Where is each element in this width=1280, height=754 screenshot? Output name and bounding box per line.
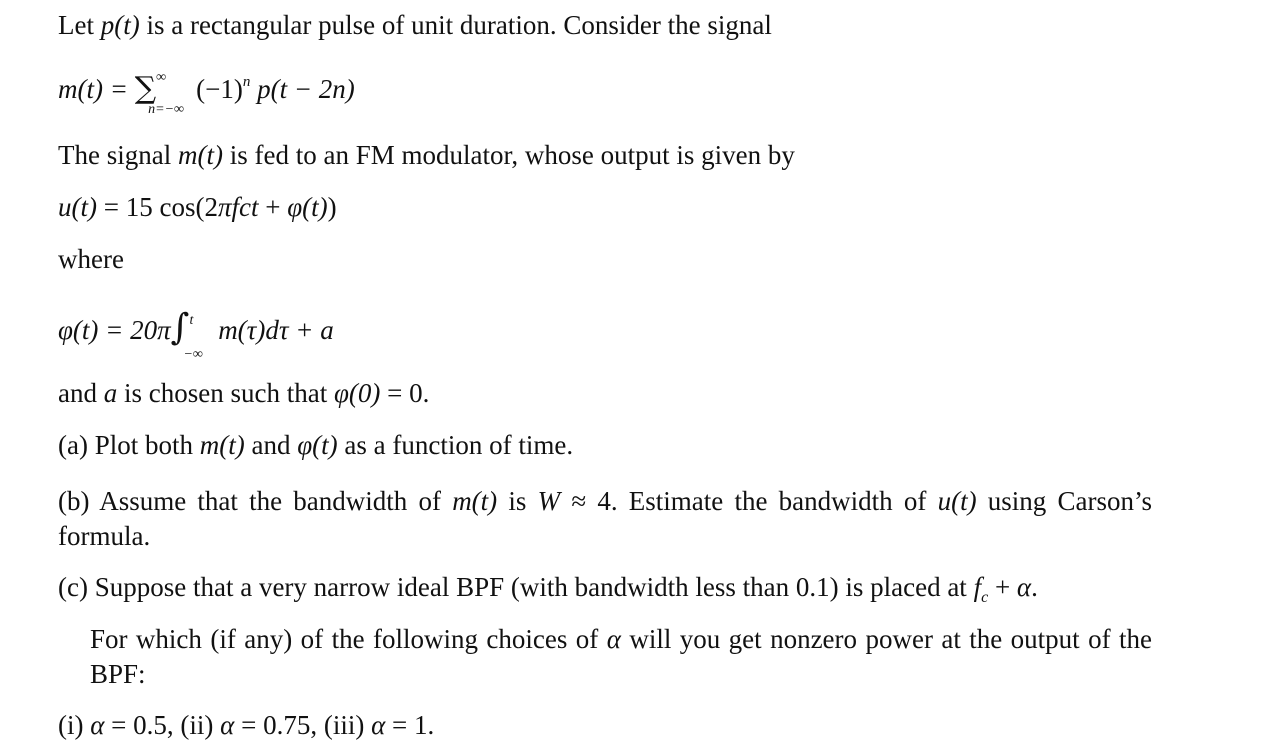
choice-2-alpha: α xyxy=(220,710,235,740)
eq-phi-lhs: φ(t) = 20π xyxy=(58,315,171,345)
sum-upper-limit: ∞ xyxy=(156,70,167,85)
eq-u-phi: φ(t) xyxy=(287,192,328,222)
choice-2-value: = 0.75, xyxy=(234,710,324,740)
eq-m-body-b: p(t − 2n) xyxy=(250,74,355,104)
part-a xyxy=(58,432,573,459)
part-a-m-of-t: m(t) xyxy=(199,430,245,460)
part-c-text-b: + xyxy=(988,572,1017,602)
eq-u-rhs-a: = 15 cos(2 xyxy=(96,192,218,222)
part-a-text-a: (a) Plot both xyxy=(58,430,200,460)
part-b-text-b: is xyxy=(497,486,538,516)
part-a-phi: φ(t) xyxy=(297,430,338,460)
part-c-alpha: α xyxy=(1016,572,1032,602)
cond-a: a xyxy=(103,378,118,408)
condition-line xyxy=(58,380,429,407)
where-line xyxy=(58,246,124,273)
fm-text-a: The signal xyxy=(58,140,178,170)
integral-upper-limit: t xyxy=(189,313,194,328)
fm-text-b: is fed to an FM modulator, whose output is given by xyxy=(222,140,795,170)
choice-3-alpha: α xyxy=(371,710,386,740)
integral-lower-limit: −∞ xyxy=(183,347,203,362)
eq-u-lhs: u(t) xyxy=(58,192,97,222)
fm-m-of-t: m(t) xyxy=(177,140,223,170)
cond-text-b: is chosen such that xyxy=(117,378,334,408)
equation-u-of-t xyxy=(58,194,337,221)
part-a-text-c: as a function of time. xyxy=(337,430,574,460)
part-b-text-a: (b) Assume that the bandwidth of xyxy=(58,486,453,516)
part-b-text-d: using Carson’s formula. xyxy=(58,486,1152,552)
part-c-sub: c xyxy=(981,589,989,606)
fm-line xyxy=(58,142,795,169)
choices-line xyxy=(58,712,434,739)
eq-phi-body: m(τ)dτ + a xyxy=(211,315,334,345)
intro-text-a: Let xyxy=(58,10,101,40)
equation-phi-of-t xyxy=(58,307,334,362)
cond-phi0: φ(0) xyxy=(333,378,381,408)
sum-lower-limit: n=−∞ xyxy=(148,102,184,117)
choice-1-value: = 0.5, xyxy=(104,710,181,740)
part-c-f: f xyxy=(973,572,982,602)
summation-limits xyxy=(148,70,196,117)
part-b-text-c: ≈ 4. Estimate the bandwidth of xyxy=(560,486,938,516)
part-a-text-b: and xyxy=(244,430,298,460)
p-of-t: p(t) xyxy=(100,10,140,40)
intro-text-b: is a rectangular pulse of unit duration. Consider the signal xyxy=(139,10,772,40)
choice-3-label: (iii) xyxy=(323,710,372,740)
integral-limits xyxy=(183,313,211,362)
integral-symbol: ∫ xyxy=(170,307,190,348)
eq-m-lhs: m(t) = xyxy=(58,74,135,104)
choice-1-label: (i) xyxy=(58,710,91,740)
part-b xyxy=(58,484,1152,554)
part-c xyxy=(58,574,1038,606)
choice-1-alpha: α xyxy=(90,710,105,740)
part-c-question xyxy=(90,622,1152,692)
eq-u-rhs-c: ) xyxy=(327,192,337,222)
part-b-u-of-t: u(t) xyxy=(937,486,977,516)
eq-m-body-a: (−1) xyxy=(196,74,243,104)
eq-m-exponent: n xyxy=(242,74,251,90)
part-b-m-of-t: m(t) xyxy=(452,486,498,516)
choice-3-value: = 1. xyxy=(385,710,435,740)
choice-2-label: (ii) xyxy=(180,710,221,740)
cond-text-a: and xyxy=(58,378,104,408)
summation-symbol: ∑ xyxy=(134,71,157,106)
equation-m-of-t xyxy=(58,70,355,117)
eq-u-rhs-b: + xyxy=(258,192,288,222)
where-text: where xyxy=(58,244,124,274)
part-c2-text-b: will you get nonzero power at the output of the BPF: xyxy=(90,624,1153,690)
part-b-W: W xyxy=(537,486,561,516)
part-c2-alpha: α xyxy=(606,624,621,654)
part-c-text-c: . xyxy=(1031,572,1038,602)
cond-text-c: = 0. xyxy=(380,378,430,408)
intro-line xyxy=(58,12,772,39)
part-c2-text-a: For which (if any) of the following choices of xyxy=(90,624,607,654)
part-c-text-a: (c) Suppose that a very narrow ideal BPF (with bandwidth less than 0.1) is placed at xyxy=(58,572,974,602)
eq-u-pi-fct: πfct xyxy=(217,192,259,222)
